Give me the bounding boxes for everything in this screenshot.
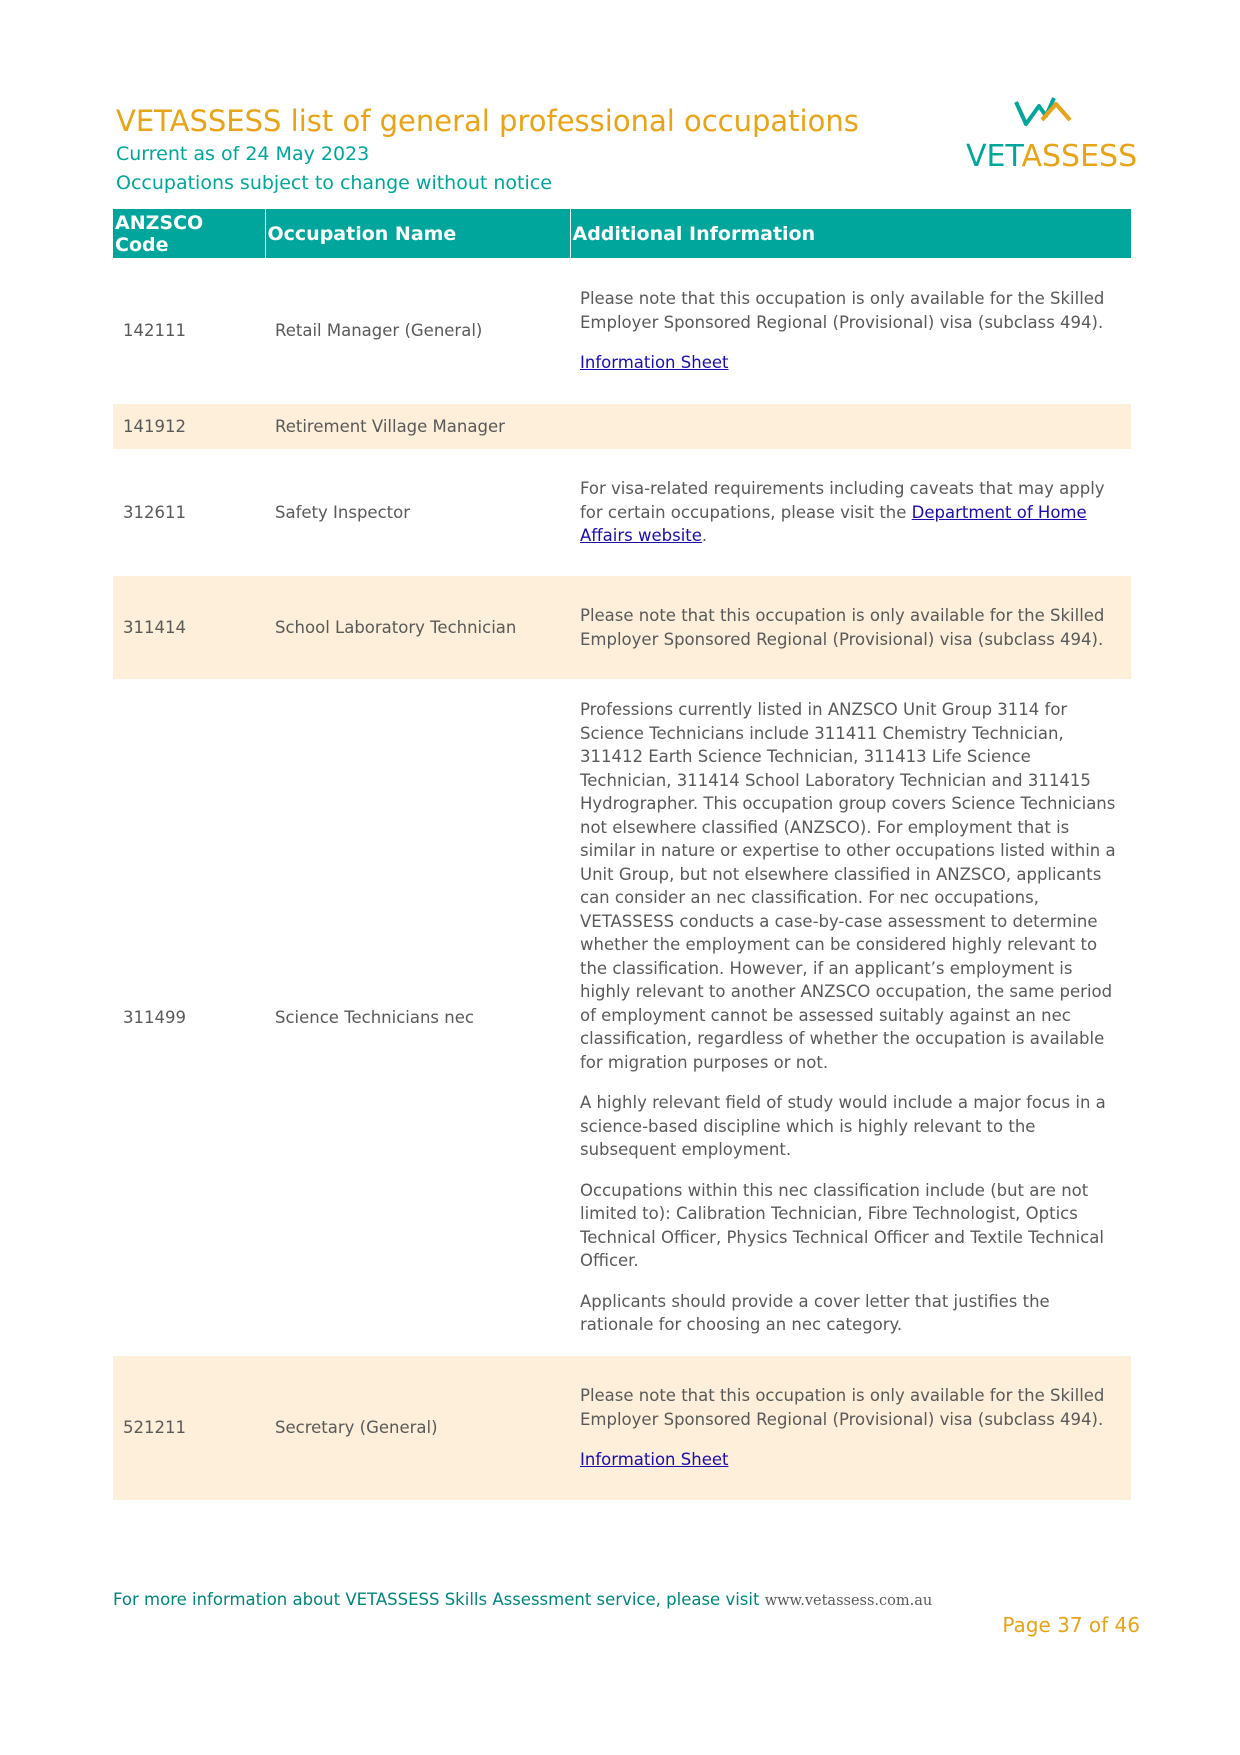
info-paragraph — [580, 477, 1121, 548]
additional-info — [570, 449, 1131, 576]
logo-wordmark — [966, 139, 1137, 174]
col-header-code: ANZSCO Code — [113, 209, 265, 258]
footer-url: www.vetassess.com.au — [764, 1593, 933, 1609]
table-header-row — [113, 209, 1131, 258]
page-title: VETASSESS list of general professional occupations — [116, 104, 859, 138]
anzsco-code: 311414 — [113, 576, 265, 679]
occupation-name: Secretary (General) — [265, 1356, 570, 1500]
anzsco-code: 312611 — [123, 502, 186, 522]
info-paragraph: Occupations within this nec classification include (but are not limited to): Calibration Technician, Fibre Technologist, Optics Technical Officer, Physics Technical Officer and Textile Technical Officer. — [580, 1180, 1104, 1271]
table-row — [113, 576, 1131, 679]
information-sheet-link[interactable]: Information Sheet — [580, 353, 729, 373]
info-paragraph: A highly relevant field of study would include a major focus in a science-based discipline which is highly relevant to the subsequent employment. — [580, 1093, 1106, 1160]
info-paragraph: Please note that this occupation is only available for the Skilled Employer Sponsored Regional (Provisional) visa (subclass 494). — [580, 606, 1105, 649]
anzsco-code: 141912 — [113, 404, 265, 449]
anzsco-code: 521211 — [113, 1356, 265, 1500]
additional-info — [570, 404, 1131, 449]
occupation-name: Retirement Village Manager — [265, 404, 570, 449]
occupations-table — [113, 209, 1132, 1500]
additional-info — [570, 576, 1131, 679]
change-notice: Occupations subject to change without notice — [116, 172, 552, 194]
info-text-end: . — [701, 526, 708, 546]
col-header-name: Occupation Name — [265, 209, 570, 258]
info-text: For visa-related requirements including caveats that may apply for certain occupations, please visit the — [580, 479, 1105, 522]
table-row — [113, 449, 1131, 576]
info-paragraph: Please note that this occupation is only available for the Skilled Employer Sponsored Regional (Provisional) visa (subclass 494). — [580, 1386, 1105, 1429]
table-row — [113, 258, 1131, 404]
anzsco-code: 311499 — [123, 1007, 186, 1027]
information-sheet-link[interactable]: Information Sheet — [580, 1450, 729, 1470]
additional-info — [570, 258, 1131, 404]
table-row — [113, 1356, 1131, 1500]
page-number: Page 37 of 46 — [1002, 1613, 1140, 1637]
info-paragraph: Professions currently listed in ANZSCO Unit Group 3114 for Science Technicians include 311411 Chemistry Technician, 311412 Earth Science Technician, 311413 Life Science Technician, 311414 School Laboratory Technician and 311415 Hydrographer. This occupation group covers Science Technicians not elsewhere classified (ANZSCO). For employment that is similar in nature or expertise to other occupations listed within a Unit Group, but not elsewhere classified in ANZSCO, applicants can consider an nec classification. For nec occupations, VETASSESS conducts a case-by-case assessment to determine whether the employment can be considered highly relevant to the classification. However, if an applicant’s employment is highly relevant to another ANZSCO occupation, the same period of employment cannot be assessed suitably against an nec classification, regardless of whether the occupation is available for migration purposes or not. — [580, 700, 1116, 1072]
logo-text-assess: ASSESS — [1021, 139, 1138, 174]
occupation-name: Safety Inspector — [275, 502, 410, 522]
footer-note — [113, 1590, 932, 1609]
occupation-name: Retail Manager (General) — [275, 321, 483, 341]
additional-info — [570, 679, 1131, 1356]
table-row — [113, 404, 1131, 449]
footer-text: For more information about VETASSESS Skills Assessment service, please visit — [113, 1590, 765, 1609]
current-as-of: Current as of 24 May 2023 — [116, 143, 370, 165]
col-header-info: Additional Information — [570, 209, 1131, 258]
table-row — [113, 679, 1131, 1356]
logo-text-vet: VET — [966, 139, 1022, 174]
info-paragraph: Please note that this occupation is only available for the Skilled Employer Sponsored Regional (Provisional) visa (subclass 494). — [580, 289, 1105, 332]
info-paragraph: Applicants should provide a cover letter that justifies the rationale for choosing an nec category. — [580, 1291, 1050, 1335]
home-affairs-link[interactable]: Department of Home Affairs website — [580, 502, 1087, 546]
anzsco-code: 142111 — [123, 321, 186, 341]
occupation-name: School Laboratory Technician — [265, 576, 570, 679]
additional-info — [570, 1356, 1131, 1500]
occupation-name: Science Technicians nec — [275, 1007, 474, 1027]
